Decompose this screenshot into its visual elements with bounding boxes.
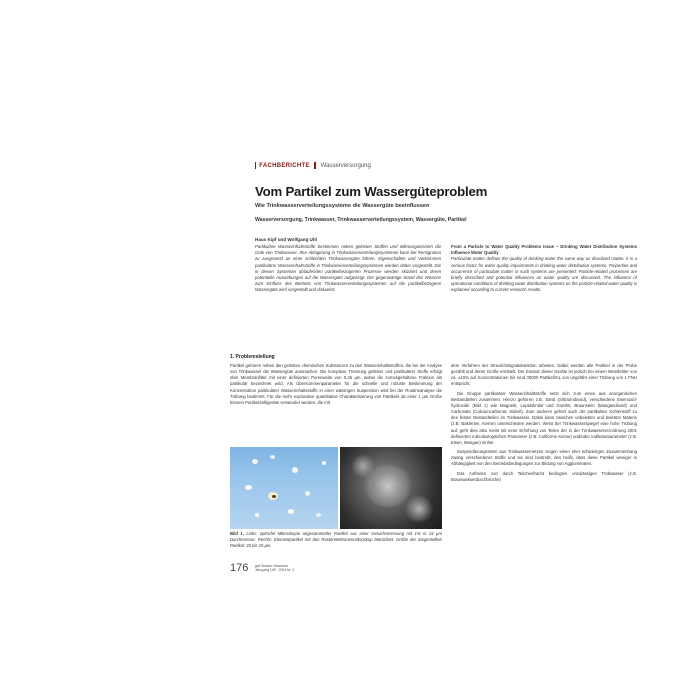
body-column-left <box>230 363 442 409</box>
particle-blob <box>245 485 252 490</box>
section-heading: 1. Problemstellung <box>230 354 275 360</box>
particle-blob <box>255 513 259 517</box>
figure-images <box>230 447 442 529</box>
particle-cluster <box>404 495 434 523</box>
particle-blob <box>316 513 321 517</box>
electron-microscope-image <box>340 447 442 529</box>
subsection-label: Wasserversorgung <box>320 163 371 170</box>
particle-blob <box>272 495 276 498</box>
article-keywords: Wasserversorgung, Trinkwasser, Trinkwasserverteilungssystem, Wassergüte, Partikel <box>255 217 467 223</box>
abstract-english-title: From a Particle to Water Quality Problems Issue – Drinking Water Distribution Systems Influence Water Quality <box>451 244 637 256</box>
abstract-english <box>451 244 637 294</box>
journal-info <box>255 564 294 572</box>
particle-blob <box>322 461 326 465</box>
body-paragraph: dem Verfahren der Streulichtsignaldetektion arbeiten. Dabei werden alle Partikel in der Probe gezählt und deren Größe ermittelt. Der Einsatz dieser Geräte ist jedoch bei einem Messfehler von ca. ±10% auf Konzentrationen bis rund 30000 Partikel/mL von ungefähr einer Trübung von 1 FNU entspricht. <box>451 363 637 387</box>
journal-line-1: gwf Wasser·Abwasser <box>254 563 289 568</box>
section-bar <box>255 162 256 169</box>
page-number: 176 <box>230 561 249 574</box>
abstract-english-text: Particulate matter defines the quality of drinking water the same way as dissolved matter. It is a serious factor for water quality impairments in drinking water distribution systems. Properties and occurrence of particulate matter in such systems are presented. Particle-related processes are briefly described and potential influences on water quality are discussed. The influence of operational conditions of drinking water distribution systems on the particle-related water quality is explained according to current research results. <box>451 256 637 293</box>
page-footer <box>230 559 294 577</box>
body-column-right <box>451 363 637 486</box>
particle-cluster <box>350 455 376 477</box>
particle-blob <box>305 491 310 496</box>
particle-blob <box>288 509 294 514</box>
figure-caption-text: Links: optische Mikroskopie angesammelter Partikel aus einer Geruchsmessung mit 1% m 24 µm Durchmesser. Rechts: Elementpartikel mit den Rasterelektronenmikroskop betrachtet. Größe der dargestellten Partikel: 20 bis 25 µm. <box>230 531 442 549</box>
article-title: Vom Partikel zum Wassergüteproblem <box>255 184 488 199</box>
journal-line-2: Jahrgang 145 · 2004 Nr. 3 <box>254 567 295 572</box>
particle-blob <box>252 459 258 464</box>
body-paragraph: Partikel gehören neben den gelösten chemischen Substanzen zu den Wasserinhaltsstoffen, die bei der Analyse von Trinkwasser die Wassergüte ausmachen. Die komplexe Trennung gelöster und partikulärer Stoffe erfolgt über Membranfilter mit einer definierten Porenweite von 0,45 µm, wobei die zurückgehaltene Fraktion als partikulär bezeichnet wird. Als Übersummenparameter für die schnelle und robuste Bestimmung der Konzentration partikulärer Wasserinhaltsstoffe in einer wässrigen Suspension wird bei der Routineanalyse die Trübung bestimmt. Für die mehr explorative quantitative Charakterisierung von Partikeln ab einer 1 µm Größe können Partikelzählgeräte verwendet werden, die mit <box>230 363 442 405</box>
particle-blob <box>270 455 275 459</box>
body-paragraph: Die Gruppe partikulärer Wasserinhaltsstoffe setzt sich zum einen aus anorganischen Bestandteilen zusammen. Hierzu gehören z.B. Sand (Siliziumdioxid), verschiedene Eisenoxid-hydroxide (Bild 1) wie Magnetit, Lepidokrokit und Goethit, Braunstein (Mangandioxid) und Carbonate (Calciumcarbonat, Siderit). Zum anderen gehört auch der partikuläre Kohlenstoff zu den festen Bestandteilen im Trinkwasser. Dabei kann zwischen unbelebter und belebter Materie (z.B. Bakterien, Keime) unterschieden werden. Weist der Trinkwasserspiegel eine hohe Trübung auf, geht dies also meist mit einer Erhöhung von Teilen der in der Trinkwasserverordnung 2001 definierten mikrobiologischen Parameter (z.B. Coliforme Keime) und/oder Indikatorparameter (z.B. Eisen, Mangan) einher. <box>451 390 637 445</box>
article-authors: Haus Kipf und Wolfgang Uhl <box>255 237 317 242</box>
article-subtitle: Wie Trinkwasserverteilungssysteme die Wassergüte beeinflussen <box>255 203 430 209</box>
section-header <box>255 162 371 169</box>
body-paragraph: Das Auftreten von durch Teilchenfracht bedingten unzulässigen Trübwasser (z.B. Braunwasserdurchbrüche) <box>451 470 637 482</box>
body-paragraph: Suspendierungsraten aus Trinkwassernetzen zeigen einen eher schwierigen Zusammenhang zwang verschiedener Stoffe und sie sind bestrebt, des heißt, dass diese Partikel weniger in Abhängigkeit von den Betriebsbedingungen zur Bildung von Agglomeraten. <box>451 449 637 467</box>
section-label: FACHBERICHTE <box>259 163 310 170</box>
abstract-german: Partikuläre Wasserinhaltsstoffe bestimmen neben gelösten Stoffen und Mikroorganismen die Güte von Trinkwasser. Ihre Ablagerung in Trinkwasserverteilungssystemen kann bei Remigration zu ausgesetzt an einer schlechten Trinkwassergüte führen. Eigenschaften und Vorkommen partikulärer Wasserinhaltsstoffe in Trinkwasserverteilungssystemen werden daher vorgestellt. Die in diesen Systemen ablaufenden partikelbezogenen Prozesse werden skizziert und deren potentielle Auswirkungen auf die Wassergüte aufgezeigt. Der gegenwärtige Stand des Wissens zum Einfluss des Betriebs von Trinkwasserverteilungssystemen auf die partikelbezogene Wassergüte wird vorgestellt und diskutiert. <box>255 244 441 293</box>
figure-caption-label: Bild 1. <box>230 531 244 536</box>
section-divider <box>314 162 315 169</box>
microscopy-image <box>230 447 338 529</box>
particle-blob <box>292 467 298 473</box>
figure-caption <box>230 531 442 549</box>
